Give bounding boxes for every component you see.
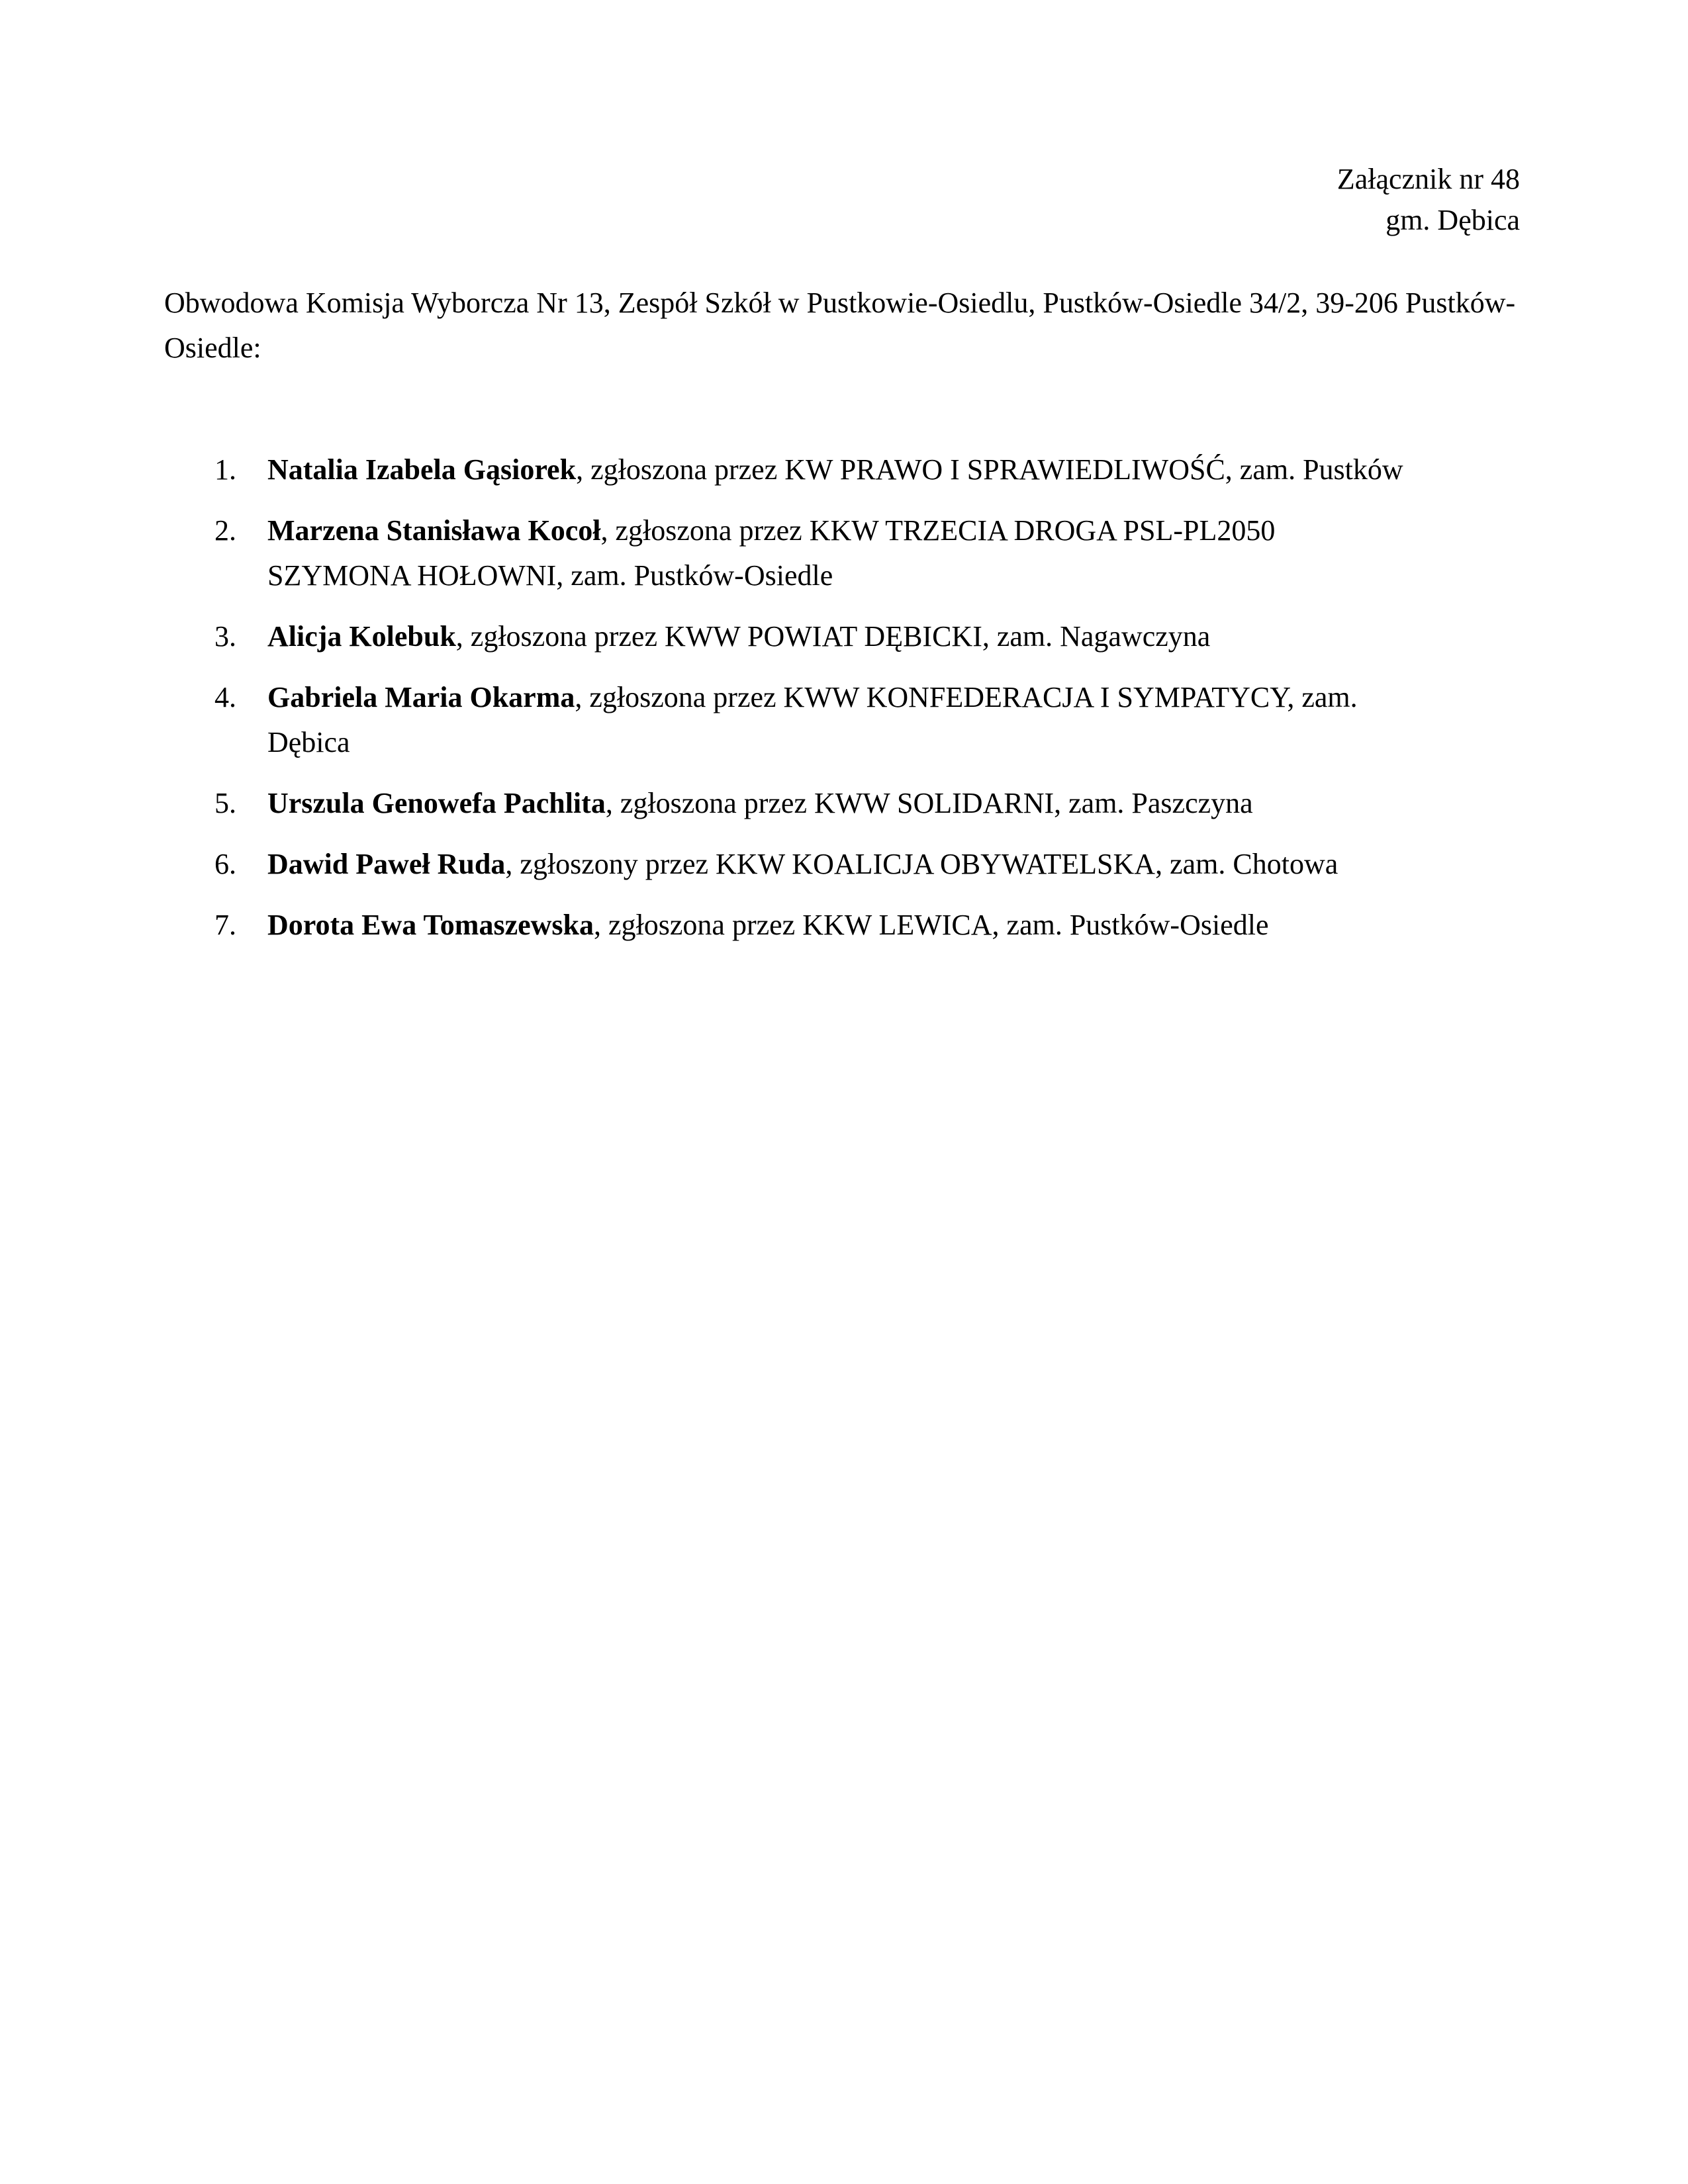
member-details: , zgłoszona przez KKW TRZECIA DROGA PSL-PL2050 SZYMONA HOŁOWNI, zam. Pustków-Osiedle (267, 514, 1276, 592)
member-details: , zgłoszona przez KKW LEWICA, zam. Pustków-Osiedle (594, 909, 1269, 941)
member-name: Urszula Genowefa Pachlita (267, 787, 606, 819)
document-header (1337, 159, 1520, 241)
member-name: Dorota Ewa Tomaszewska (267, 909, 594, 941)
member-number: 4. (214, 681, 236, 713)
member-text (267, 675, 1393, 765)
member-number: 7. (214, 909, 236, 941)
member-details: , zgłoszony przez KKW KOALICJA OBYWATELSKA, zam. Chotowa (505, 848, 1338, 880)
attachment-number: Załącznik nr 48 (1336, 163, 1520, 195)
member-name: Marzena Stanisława Kocoł (267, 514, 601, 547)
member-number: 6. (214, 848, 236, 880)
member-text (267, 781, 1525, 826)
member-text (267, 903, 1525, 948)
member-name: Dawid Paweł Ruda (267, 848, 506, 880)
member-text (267, 447, 1525, 492)
member-item (164, 614, 1528, 659)
member-details: , zgłoszona przez KWW KONFEDERACJA I SYMPATYCY, zam. Dębica (267, 681, 1358, 758)
member-name: Alicja Kolebuk (267, 620, 456, 653)
member-details: , zgłoszona przez KW PRAWO I SPRAWIEDLIWOŚĆ, zam. Pustków (576, 453, 1403, 486)
member-item (164, 508, 1528, 598)
member-item (164, 903, 1528, 948)
member-item (164, 447, 1528, 492)
member-text (267, 614, 1525, 659)
member-text (267, 508, 1393, 598)
member-details: , zgłoszona przez KWW POWIAT DĘBICKI, zam. Nagawczyna (455, 620, 1211, 653)
member-item (164, 781, 1528, 826)
commune-name: gm. Dębica (1385, 204, 1520, 236)
member-number: 2. (214, 514, 236, 547)
member-name: Natalia Izabela Gąsiorek (267, 453, 577, 486)
member-number: 5. (214, 787, 236, 819)
member-details: , zgłoszona przez KWW SOLIDARNI, zam. Paszczyna (605, 787, 1253, 819)
member-text (267, 842, 1525, 887)
member-name: Gabriela Maria Okarma (267, 681, 575, 713)
members-list (164, 447, 1528, 964)
commission-intro: Obwodowa Komisja Wyborcza Nr 13, Zespół Szkół w Pustkowie-Osiedlu, Pustków-Osiedle 34/2, 39-206 Pustków-Osiedle: (164, 287, 1516, 364)
member-number: 1. (214, 453, 236, 486)
member-number: 3. (214, 620, 236, 653)
member-item (164, 675, 1528, 765)
member-item (164, 842, 1528, 887)
